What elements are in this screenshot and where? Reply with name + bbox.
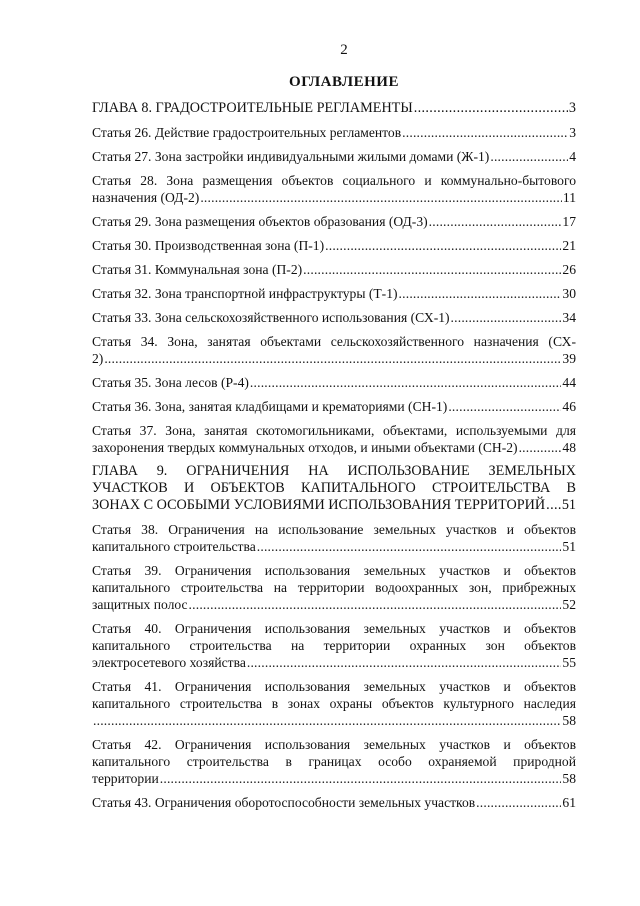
toc-entry-text: Статья 30. Производственная зона (П-1) [92, 238, 325, 253]
toc-page-number: 58 [562, 713, 576, 728]
dot-leader [93, 712, 561, 729]
dot-leader [490, 148, 568, 165]
toc-entry-last-line [92, 148, 576, 165]
toc-entry-text: Статья 40. Ограничения использования земельных участков и объектов капитального строительства на территории охранных зон объектов [92, 621, 576, 653]
toc-entry-text: Статья 32. Зона транспортной инфраструктуры (Т-1) [92, 286, 398, 301]
toc-page-number: 26 [562, 262, 576, 277]
dot-leader [247, 654, 562, 671]
toc-entry-text: защитных полос [92, 597, 188, 612]
toc-entry-text: капитального строительства [92, 539, 256, 554]
toc-entry-last-line [92, 398, 576, 415]
dot-leader [546, 497, 561, 514]
dot-leader [325, 237, 561, 254]
dot-leader [451, 309, 562, 326]
dot-leader [414, 100, 568, 117]
toc-entry-last-line [92, 189, 576, 206]
dot-leader [160, 770, 562, 787]
toc-article-entry[interactable] [92, 678, 596, 729]
toc-entry-text: Статья 43. Ограничения оборотоспособности земельных участков [92, 795, 476, 810]
toc-entry-last-line [92, 374, 576, 391]
toc-entry-text: Статья 39. Ограничения использования земельных участков и объектов капитального строительства на территории водоохранных зон, прибрежных [92, 563, 576, 595]
toc-article-entry[interactable] [92, 309, 596, 326]
toc-page-number: 44 [562, 375, 576, 390]
toc-chapter-entry[interactable] [92, 100, 596, 117]
toc-page-number: 51 [562, 539, 576, 554]
dot-leader [303, 261, 561, 278]
toc-entry-text: Статья 33. Зона сельскохозяйственного использования (СХ-1) [92, 310, 450, 325]
toc-entry-last-line [92, 794, 576, 811]
toc-title: ОГЛАВЛЕНИЕ [289, 74, 399, 90]
toc-entry-text: ГЛАВА 9. ОГРАНИЧЕНИЯ НА ИСПОЛЬЗОВАНИЕ ЗЕМЕЛЬНЫХ УЧАСТКОВ И ОБЪЕКТОВ КАПИТАЛЬНОГО СТРОИТЕЛЬСТВА В [92, 463, 576, 496]
table-of-contents [92, 100, 596, 811]
dot-leader [104, 350, 561, 367]
toc-entry-text: электросетевого хозяйства [92, 655, 246, 670]
toc-page-number: 39 [562, 351, 576, 366]
toc-article-entry[interactable] [92, 213, 596, 230]
toc-entry-text: ГЛАВА 8. ГРАДОСТРОИТЕЛЬНЫЕ РЕГЛАМЕНТЫ [92, 100, 413, 116]
toc-entry-text: Статья 35. Зона лесов (Р-4) [92, 375, 249, 390]
toc-entry-last-line [92, 213, 576, 230]
toc-entry-text: территории [92, 771, 159, 786]
toc-page-number: 4 [569, 149, 576, 164]
toc-article-entry[interactable] [92, 237, 596, 254]
toc-entry-last-line [92, 261, 576, 278]
dot-leader [399, 285, 562, 302]
toc-page-number: 61 [562, 795, 576, 810]
toc-page-number: 46 [562, 399, 576, 414]
toc-article-entry[interactable] [92, 261, 596, 278]
toc-article-entry[interactable] [92, 124, 596, 141]
toc-article-entry[interactable] [92, 794, 596, 811]
toc-article-entry[interactable] [92, 736, 596, 787]
dot-leader [476, 794, 561, 811]
toc-entry-last-line [92, 654, 576, 671]
page-number: 2 [340, 42, 348, 58]
dot-leader [257, 538, 562, 555]
toc-entry-text: Статья 34. Зона, занятая объектами сельскохозяйственного назначения (СХ- [92, 334, 576, 349]
toc-entry-text: Статья 29. Зона размещения объектов образования (ОД-3) [92, 214, 428, 229]
toc-article-entry[interactable] [92, 374, 596, 391]
toc-entry-text: Статья 42. Ограничения использования земельных участков и объектов капитального строительства в границах особо охраняемой природной [92, 737, 576, 769]
toc-entry-text: Статья 36. Зона, занятая кладбищами и крематориями (СН-1) [92, 399, 448, 414]
toc-article-entry[interactable] [92, 422, 596, 456]
toc-entry-text: захоронения твердых коммунальных отходов, и иными объектами (СН-2) [92, 440, 518, 455]
dot-leader [189, 596, 562, 613]
toc-page-number: 51 [561, 497, 576, 513]
toc-page-number: 48 [562, 440, 576, 455]
dot-leader [402, 124, 568, 141]
toc-article-entry[interactable] [92, 148, 596, 165]
dot-leader [448, 398, 561, 415]
toc-article-entry[interactable] [92, 521, 596, 555]
toc-page-number: 30 [562, 286, 576, 301]
toc-entry-text: ЗОНАХ С ОСОБЫМИ УСЛОВИЯМИ ИСПОЛЬЗОВАНИЯ ТЕРРИТОРИЙ [92, 497, 546, 513]
toc-article-entry[interactable] [92, 172, 596, 206]
toc-page-number: 11 [562, 190, 576, 205]
toc-entry-text: Статья 26. Действие градостроительных регламентов [92, 125, 402, 140]
toc-entry-text: Статья 31. Коммунальная зона (П-2) [92, 262, 303, 277]
toc-article-entry[interactable] [92, 562, 596, 613]
toc-entry-text: Статья 37. Зона, занятая скотомогильниками, объектами, используемыми для [92, 423, 576, 438]
toc-entry-text: Статья 38. Ограничения на использование земельных участков и объектов [92, 522, 576, 537]
toc-entry-last-line [92, 309, 576, 326]
toc-entry-last-line [92, 770, 576, 787]
toc-page-number: 17 [562, 214, 576, 229]
toc-entry-last-line [92, 124, 576, 141]
toc-page-number: 55 [562, 655, 576, 670]
toc-entry-text: Статья 28. Зона размещения объектов социального и коммунально-бытового [92, 173, 576, 188]
toc-entry-text: Статья 27. Зона застройки индивидуальными жилыми домами (Ж-1) [92, 149, 490, 164]
toc-entry-last-line [92, 497, 576, 514]
toc-entry-text: 2) [92, 351, 104, 366]
toc-page-number: 58 [562, 771, 576, 786]
toc-entry-last-line [92, 285, 576, 302]
toc-entry-text: назначения (ОД-2) [92, 190, 200, 205]
toc-entry-text: Статья 41. Ограничения использования земельных участков и объектов капитального строительства в зонах охраны объектов культурного наследия [92, 679, 576, 711]
toc-entry-last-line [92, 350, 576, 367]
toc-entry-last-line [92, 237, 576, 254]
toc-article-entry[interactable] [92, 285, 596, 302]
toc-entry-last-line [92, 596, 576, 613]
toc-entry-last-line [92, 538, 576, 555]
toc-article-entry[interactable] [92, 333, 596, 367]
toc-page-number: 21 [562, 238, 576, 253]
dot-leader [200, 189, 562, 206]
toc-page-number: 34 [562, 310, 576, 325]
dot-leader [519, 439, 562, 456]
dot-leader [250, 374, 561, 391]
toc-chapter-entry[interactable] [92, 463, 596, 514]
toc-page-number: 52 [562, 597, 576, 612]
toc-entry-last-line [92, 712, 576, 729]
dot-leader [429, 213, 562, 230]
toc-page-number: 3 [569, 125, 576, 140]
toc-entry-last-line [92, 100, 576, 117]
toc-article-entry[interactable] [92, 620, 596, 671]
toc-entry-last-line [92, 439, 576, 456]
toc-page-number: 3 [568, 100, 576, 116]
toc-article-entry[interactable] [92, 398, 596, 415]
